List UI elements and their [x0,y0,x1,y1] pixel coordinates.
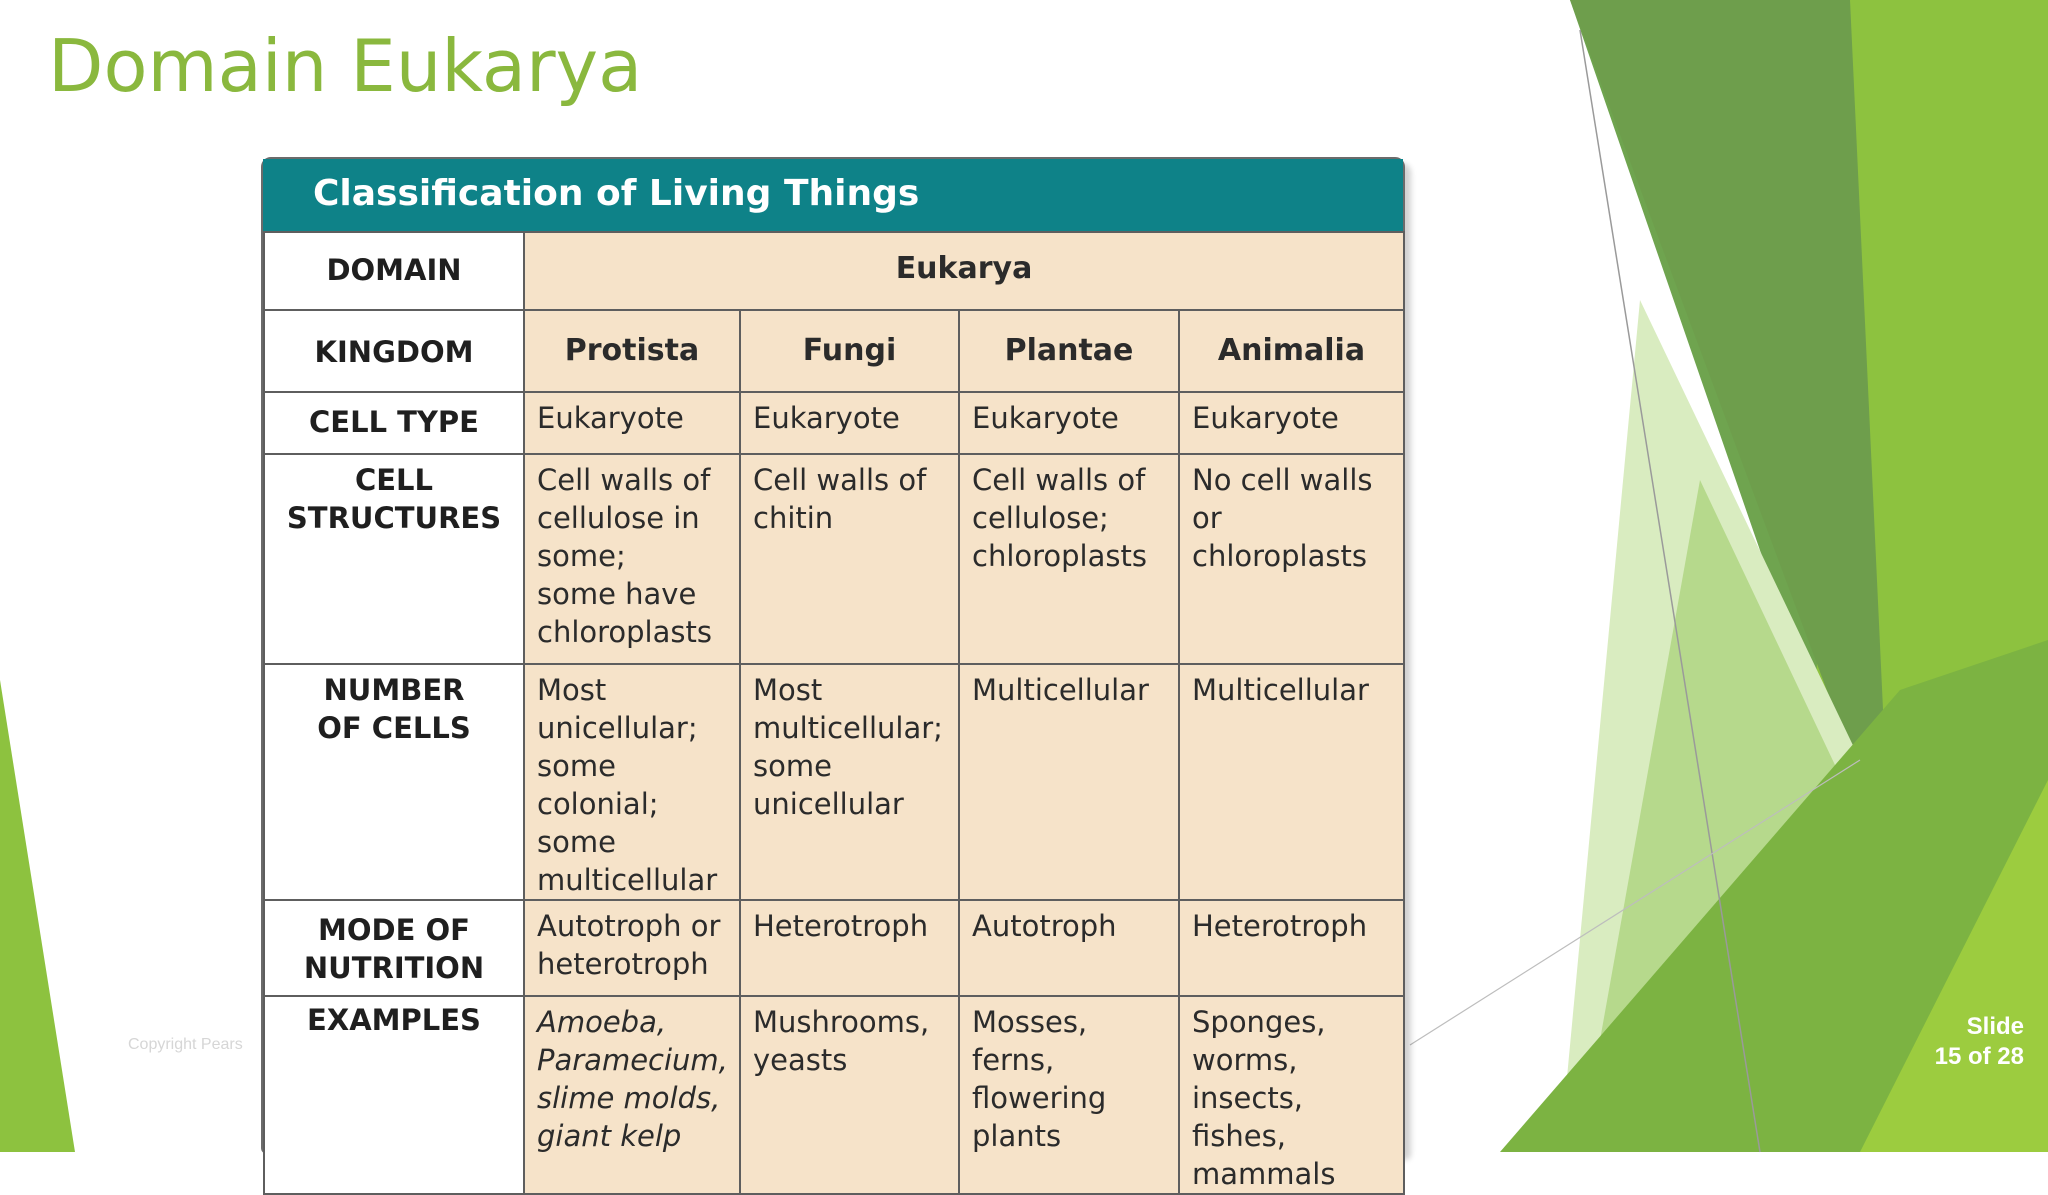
kingdom-cell [1179,310,1404,392]
cell-text: Autotroph or heterotroph [537,909,721,981]
table-cell [1179,996,1404,1194]
cell-text: Most unicellular; some colonial; some multicellular [537,673,718,897]
table-cell [1179,900,1404,996]
kingdom-name: Animalia [1217,333,1366,368]
cell-type-row [264,392,1404,454]
cell-text: Eukaryote [1192,401,1339,435]
table-cell [740,454,959,664]
table-cell [1179,454,1404,664]
row-label: CELL TYPE [309,405,479,439]
slide-count: 15 of 28 [1934,1043,2024,1070]
kingdom-label-cell [264,310,524,392]
row-label: NUMBER OF CELLS [317,673,471,745]
cell-text: Heterotroph [1192,909,1368,943]
table-cell [1179,664,1404,900]
classification-table-card [261,157,1405,1191]
table-cell [524,392,740,454]
number-of-cells-row [264,664,1404,900]
cell-structures-row [264,454,1404,664]
cell-text: Mosses, ferns, flowering plants [972,1005,1107,1153]
cell-text: Eukaryote [972,401,1119,435]
table-cell [524,664,740,900]
table-cell [740,392,959,454]
examples-row [264,996,1404,1194]
table-header-bar [263,159,1403,231]
table-cell [959,454,1179,664]
row-label: MODE OF NUTRITION [303,913,485,985]
domain-label-cell [264,232,524,310]
table-cell [959,996,1179,1194]
mode-of-nutrition-row [264,900,1404,996]
classification-table [263,231,1405,1195]
row-label-cell [264,454,524,664]
domain-value-cell [524,232,1404,310]
row-label: CELL STRUCTURES [286,463,502,535]
cell-text: Amoeba, Paramecium, slime molds, giant kelp [537,1005,728,1153]
domain-label: DOMAIN [326,253,462,287]
slide-title: Domain Eukarya [48,24,643,108]
cell-text: Autotroph [972,909,1117,943]
kingdom-cell [740,310,959,392]
cell-text: Multicellular [972,673,1149,707]
table-cell [524,900,740,996]
cell-text: Cell walls of cellulose; chloroplasts [972,463,1147,573]
slide-number [1935,1012,2024,1072]
cell-text: No cell walls or chloroplasts [1192,463,1373,573]
kingdom-name: Protista [564,333,700,368]
row-label-cell [264,664,524,900]
table-cell [959,392,1179,454]
row-label-cell [264,392,524,454]
table-cell [740,900,959,996]
kingdom-row [264,310,1404,392]
domain-value: Eukarya [895,251,1033,286]
kingdom-cell [959,310,1179,392]
cell-text: Cell walls of cellulose in some; some have chloroplasts [537,463,712,649]
slide-label: Slide [1966,1013,2024,1040]
table-cell [740,996,959,1194]
cell-text: Multicellular [1192,673,1369,707]
table-cell [959,900,1179,996]
table-title: Classification of Living Things [313,173,920,214]
kingdom-label: KINGDOM [314,335,474,369]
domain-row [264,232,1404,310]
row-label-cell [264,996,524,1194]
cell-text: Mushrooms, yeasts [753,1005,930,1077]
cell-text: Most multicellular; some unicellular [753,673,943,821]
cell-text: Eukaryote [753,401,900,435]
kingdom-cell [524,310,740,392]
cell-text: Heterotroph [753,909,929,943]
row-label-cell [264,900,524,996]
row-label: EXAMPLES [307,1003,481,1037]
kingdom-name: Plantae [1004,333,1134,368]
table-cell [524,996,740,1194]
cell-text: Eukaryote [537,401,684,435]
table-cell [740,664,959,900]
table-cell [959,664,1179,900]
kingdom-name: Fungi [802,333,897,368]
table-cell [524,454,740,664]
table-cell [1179,392,1404,454]
cell-text: Sponges, worms, insects, fishes, mammals [1192,1005,1336,1191]
left-green-shape [0,680,75,1152]
copyright-text: Copyright Pears [128,1036,243,1053]
cell-text: Cell walls of chitin [753,463,927,535]
